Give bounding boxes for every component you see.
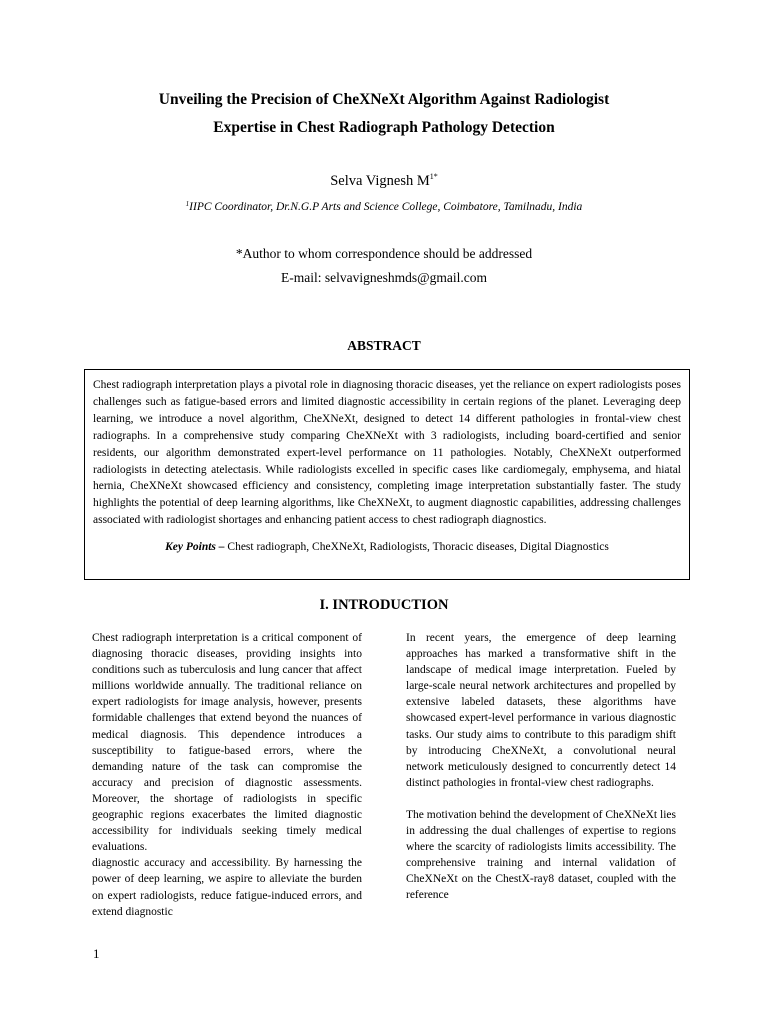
intro-left-column	[92, 630, 362, 920]
correspondence-block	[0, 242, 768, 290]
affiliation-line	[0, 200, 768, 213]
intro-paragraph-3: In recent years, the emergence of deep learning approaches has marked a transformative shift in the landscape of medical image interpretation. Fueled by large-scale neural network architectures and propelled by extensive labeled datasets, these algorithms have showcased expert-level performance in various diagnostic tasks. Our study aims to contribute to this paradigm shift by introducing CheXNeXt, a convolutional neural network meticulously designed to concurrently detect 14 distinct pathologies in frontal-view chest radiographs.	[406, 632, 676, 789]
abstract-text: Chest radiograph interpretation plays a pivotal role in diagnosing thoracic diseases, yet the reliance on expert radiologists poses challenges such as fatigue-based errors and limited diagnostic accessibility in certain regions of the planet. Leveraging deep learning, we introduce a novel algorithm, CheXNeXt, designed to detect 14 different pathologies in frontal-view chest radiographs. In a comprehensive study comparing CheXNeXt with 3 radiologists, including board-certified and senior residents, our algorithm demonstrated expert-level performance on 11 pathologies. Notably, CheXNeXt outperformed radiologists in detecting atelectasis. While radiologists excelled in specific cases like cardiomegaly, emphysema, and hiatal hernia, CheXNeXt showcased efficiency and consistency, completing image interpretation substantially faster. The study highlights the potential of deep learning algorithms, like CheXNeXt, to augment diagnostic capabilities, addressing challenges associated with radiologist shortages and enhancing patient access to chest radiograph diagnostics.	[93, 379, 681, 527]
affiliation-text: IIPC Coordinator, Dr.N.G.P Arts and Science College, Coimbatore, Tamilnadu, India	[189, 201, 583, 213]
abstract-heading: ABSTRACT	[347, 338, 421, 353]
author-superscript: 1*	[429, 172, 438, 181]
affiliation-superscript: 1	[185, 200, 190, 208]
author-line	[0, 172, 768, 190]
intro-paragraph-2: diagnostic accuracy and accessibility. By harnessing the power of deep learning, we aspire to alleviate the burden on expert radiologists, reduce fatigue-induced errors, and extend diagnostic	[92, 857, 362, 918]
correspondence-note: *Author to whom correspondence should be addressed	[235, 246, 533, 261]
key-points-text: Chest radiograph, CheXNeXt, Radiologists, Thoracic diseases, Digital Diagnostics	[227, 541, 609, 554]
abstract-box	[84, 369, 690, 580]
author-email: E-mail: selvavigneshmds@gmail.com	[281, 270, 487, 285]
title-line-2: Expertise in Chest Radiograph Pathology Detection	[213, 119, 555, 136]
author-name: Selva Vignesh M	[330, 173, 430, 189]
intro-paragraph-4: The motivation behind the development of CheXNeXt lies in addressing the dual challenges of expertise to regions where the scarcity of radiologists limits accessibility. The comprehensive training and internal validation of CheXNeXt on the ChestX-ray8 dataset, coupled with the reference	[406, 808, 676, 902]
intro-right-column	[406, 630, 676, 904]
intro-paragraph-1: Chest radiograph interpretation is a critical component of diagnosing thoracic diseases, providing insights into conditions such as tuberculosis and lung cancer that affect millions worldwide annually. The traditional reliance on expert radiologists for image analysis, however, presents formidable challenges that extend beyond the nuances of medical diagnosis. This dependence introduces a susceptibility to fatigue-based errors, where the demanding nature of the task can compromise the accuracy and precision of diagnostic assessments. Moreover, the shortage of radiologists in specific geographic regions exacerbates the limited diagnostic accessibility for individuals seeking timely medical evaluations.	[92, 632, 362, 854]
section-heading-introduction: I. INTRODUCTION	[319, 597, 449, 613]
paper-title	[60, 86, 708, 142]
page-number: 1	[93, 946, 100, 961]
key-points	[93, 541, 681, 553]
key-points-label: Key Points –	[165, 541, 225, 554]
title-line-1: Unveiling the Precision of CheXNeXt Algorithm Against Radiologist	[158, 91, 610, 108]
